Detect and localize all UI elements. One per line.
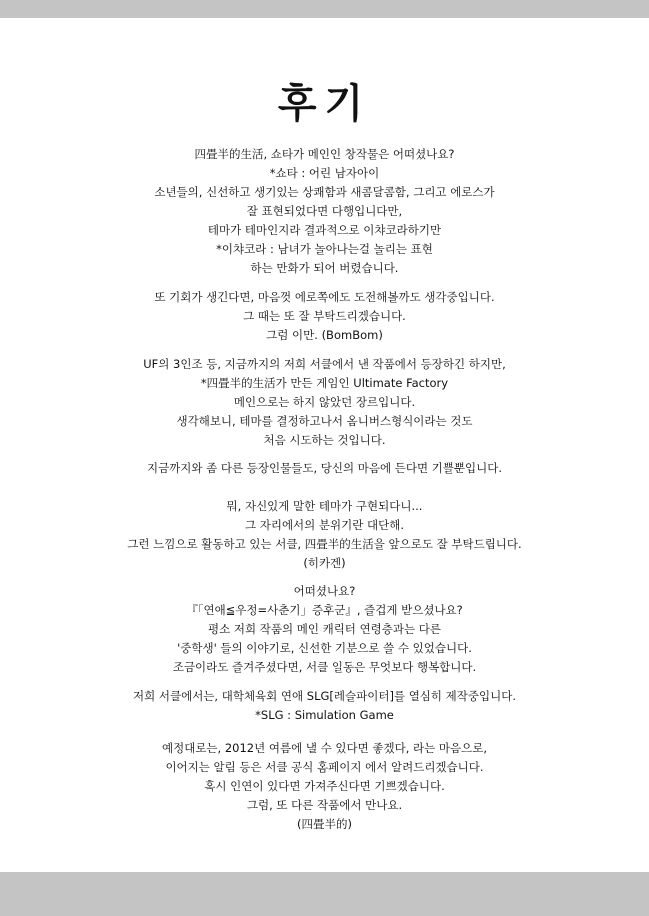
text-line: 조금이라도 즐겨주셨다면, 서클 일동은 무엇보다 행복합니다. (172, 660, 477, 674)
text-line: 잘 표현되었다면 다행입니다만, (246, 204, 403, 218)
text-line: UF의 3인조 등, 지금까지의 저희 서클에서 낸 작품에서 등장하긴 하지만, (143, 357, 506, 371)
text-line: 그럼, 또 다른 작품에서 만나요. (246, 798, 403, 812)
text-line: 또 기회가 생긴다면, 마음껏 에로쪽에도 도전해볼까도 생각중입니다. (154, 290, 495, 304)
text-line: (히카겐) (303, 556, 346, 570)
paragraph-uf-genre (0, 355, 649, 450)
text-line: 메인으로는 하지 않았던 장르입니다. (233, 395, 416, 409)
text-line: *四畳半的生活가 만든 게임인 Ultimate Factory (200, 376, 449, 390)
text-line: 지금까지와 좀 다른 등장인물들도, 당신의 마음에 든다면 기쁠뿐입니다. (146, 461, 503, 475)
text-line: 그 자리에서의 분위기란 대단해. (244, 518, 405, 532)
paragraph-hikagen-signoff (0, 497, 649, 573)
paragraph-syndrome-story (0, 582, 649, 677)
text-line: 이어지는 알림 등은 서클 공식 홈페이지 에서 알려드리겠습니다. (165, 760, 484, 774)
text-line: (四畳半的) (297, 817, 352, 831)
text-line: 저희 서클에서는, 대학체육회 연애 SLG[레슬파이터]를 열심히 제작중입니다. (133, 689, 516, 703)
text-line: 생각해보니, 테마를 결정하고나서 옴니버스형식이라는 것도 (176, 414, 473, 428)
text-line: *쇼타 : 어린 남자아이 (269, 166, 380, 180)
text-line: 四畳半的生活, 쇼타가 메인인 창작물은 어떠셨나요? (194, 147, 455, 161)
paragraph-slg-announcement (0, 687, 649, 725)
text-line: 하는 만화가 되어 버렸습니다. (250, 261, 399, 275)
paragraph-release-plan (0, 739, 649, 834)
text-line: 소년들의, 신선하고 생기있는 상쾌함과 새콤달콤함, 그리고 에로스가 (154, 185, 495, 199)
text-line: 평소 저희 작품의 메인 캐릭터 연령층과는 다른 (207, 622, 441, 636)
text-line: *SLG : Simulation Game (255, 708, 394, 722)
text-line: 예정대로는, 2012년 여름에 낼 수 있다면 좋겠다, 라는 마음으로, (162, 741, 487, 755)
page-title: 후기 (277, 81, 372, 127)
text-line: 어떠셨나요? (293, 584, 356, 598)
text-line: 『「연애≦우정=사춘기」증후군』, 즐겁게 받으셨나요? (186, 603, 463, 617)
text-line: 테마가 테마인지라 결과적으로 이챠코라하기만 (207, 223, 442, 237)
text-line: 혹시 인연이 있다면 가져주신다면 기쁘겠습니다. (204, 779, 445, 793)
paragraph-shota-intro (0, 145, 649, 278)
text-line: 그럼 이만. (BomBom) (266, 328, 383, 342)
text-line: 뭐, 자신있게 말한 테마가 구현되다니... (226, 499, 423, 513)
text-line: 그 때는 또 잘 부탁드리겠습니다. (243, 309, 406, 323)
text-line: 처음 시도하는 것입니다. (263, 433, 386, 447)
text-line: *이챠코라 : 남녀가 놀아나는걸 놀리는 표현 (216, 242, 433, 256)
afterword-page (0, 18, 649, 872)
paragraph-characters (0, 459, 649, 478)
paragraph-bombom-signoff (0, 288, 649, 345)
text-line: '중학생' 들의 이야기로, 신선한 기분으로 쓸 수 있었습니다. (177, 641, 472, 655)
text-line: 그런 느낌으로 활동하고 있는 서클, 四畳半的生活을 앞으로도 잘 부탁드립니다. (127, 537, 522, 551)
